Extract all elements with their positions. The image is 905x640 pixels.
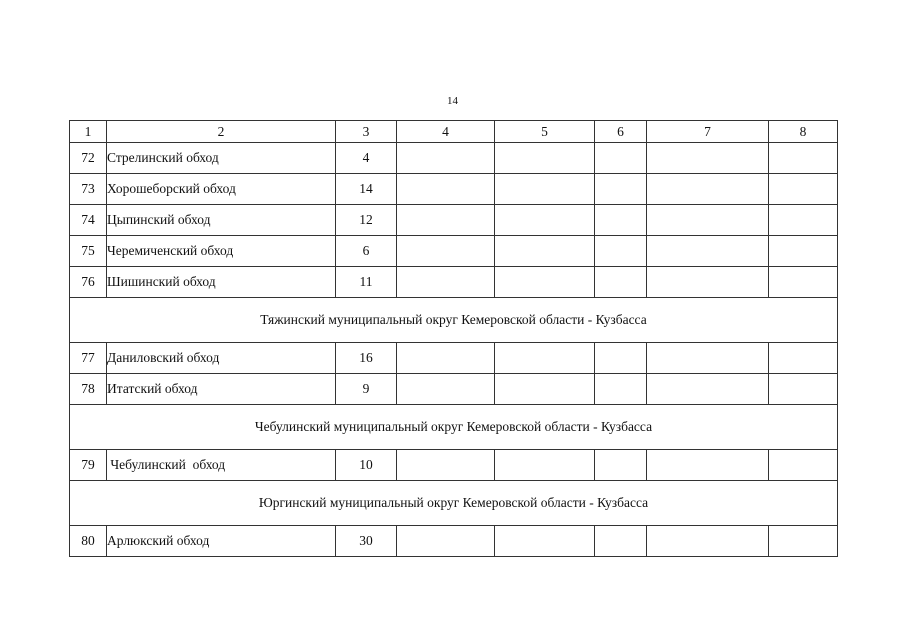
empty-cell	[397, 526, 495, 557]
table-row	[70, 143, 838, 174]
row-value: 16	[336, 343, 397, 374]
row-number: 79	[70, 450, 107, 481]
row-name: Арлюкский обход	[107, 526, 336, 557]
row-number: 76	[70, 267, 107, 298]
empty-cell	[495, 205, 595, 236]
empty-cell	[769, 526, 838, 557]
empty-cell	[595, 343, 647, 374]
row-value: 9	[336, 374, 397, 405]
table-row	[70, 267, 838, 298]
empty-cell	[769, 267, 838, 298]
page-number: 14	[447, 95, 458, 107]
row-name: Черемиченский обход	[107, 236, 336, 267]
empty-cell	[595, 205, 647, 236]
empty-cell	[647, 450, 769, 481]
section-title: Юргинский муниципальный округ Кемеровской области - Кузбасса	[70, 481, 838, 526]
empty-cell	[397, 343, 495, 374]
table-row	[70, 343, 838, 374]
empty-cell	[647, 343, 769, 374]
empty-cell	[495, 374, 595, 405]
table-row	[70, 236, 838, 267]
row-name: Хорошеборский обход	[107, 174, 336, 205]
row-name: Стрелинский обход	[107, 143, 336, 174]
data-table	[69, 120, 838, 557]
column-header: 7	[647, 121, 769, 143]
table-row	[70, 450, 838, 481]
row-value: 10	[336, 450, 397, 481]
table-row	[70, 205, 838, 236]
row-number: 78	[70, 374, 107, 405]
row-number: 74	[70, 205, 107, 236]
empty-cell	[595, 267, 647, 298]
empty-cell	[495, 267, 595, 298]
empty-cell	[397, 267, 495, 298]
empty-cell	[595, 236, 647, 267]
column-header: 3	[336, 121, 397, 143]
empty-cell	[769, 174, 838, 205]
empty-cell	[397, 450, 495, 481]
empty-cell	[769, 143, 838, 174]
empty-cell	[647, 526, 769, 557]
table-row	[70, 374, 838, 405]
empty-cell	[647, 174, 769, 205]
empty-cell	[397, 143, 495, 174]
column-header: 6	[595, 121, 647, 143]
header-row	[70, 121, 838, 143]
row-value: 4	[336, 143, 397, 174]
table-row	[70, 526, 838, 557]
empty-cell	[495, 526, 595, 557]
empty-cell	[647, 143, 769, 174]
empty-cell	[397, 174, 495, 205]
row-number: 75	[70, 236, 107, 267]
empty-cell	[769, 374, 838, 405]
section-row	[70, 405, 838, 450]
empty-cell	[769, 236, 838, 267]
empty-cell	[769, 343, 838, 374]
empty-cell	[495, 236, 595, 267]
empty-cell	[647, 267, 769, 298]
row-name: Шишинский обход	[107, 267, 336, 298]
empty-cell	[647, 205, 769, 236]
column-header: 1	[70, 121, 107, 143]
row-value: 14	[336, 174, 397, 205]
empty-cell	[495, 143, 595, 174]
row-value: 12	[336, 205, 397, 236]
row-value: 11	[336, 267, 397, 298]
row-number: 73	[70, 174, 107, 205]
empty-cell	[495, 343, 595, 374]
section-title: Тяжинский муниципальный округ Кемеровской области - Кузбасса	[70, 298, 838, 343]
empty-cell	[397, 205, 495, 236]
section-row	[70, 298, 838, 343]
empty-cell	[595, 450, 647, 481]
empty-cell	[647, 236, 769, 267]
row-number: 72	[70, 143, 107, 174]
row-value: 30	[336, 526, 397, 557]
empty-cell	[595, 143, 647, 174]
empty-cell	[647, 374, 769, 405]
empty-cell	[397, 236, 495, 267]
column-header: 5	[495, 121, 595, 143]
empty-cell	[595, 174, 647, 205]
section-row	[70, 481, 838, 526]
empty-cell	[595, 374, 647, 405]
empty-cell	[769, 450, 838, 481]
table-row	[70, 174, 838, 205]
column-header: 2	[107, 121, 336, 143]
column-header: 8	[769, 121, 838, 143]
section-title: Чебулинский муниципальный округ Кемеровской области - Кузбасса	[70, 405, 838, 450]
empty-cell	[495, 450, 595, 481]
empty-cell	[397, 374, 495, 405]
row-number: 80	[70, 526, 107, 557]
column-header: 4	[397, 121, 495, 143]
empty-cell	[769, 205, 838, 236]
empty-cell	[595, 526, 647, 557]
row-name: Цыпинский обход	[107, 205, 336, 236]
empty-cell	[495, 174, 595, 205]
row-name: Чебулинский обход	[107, 450, 336, 481]
row-name: Итатский обход	[107, 374, 336, 405]
row-number: 77	[70, 343, 107, 374]
row-name: Даниловский обход	[107, 343, 336, 374]
row-value: 6	[336, 236, 397, 267]
